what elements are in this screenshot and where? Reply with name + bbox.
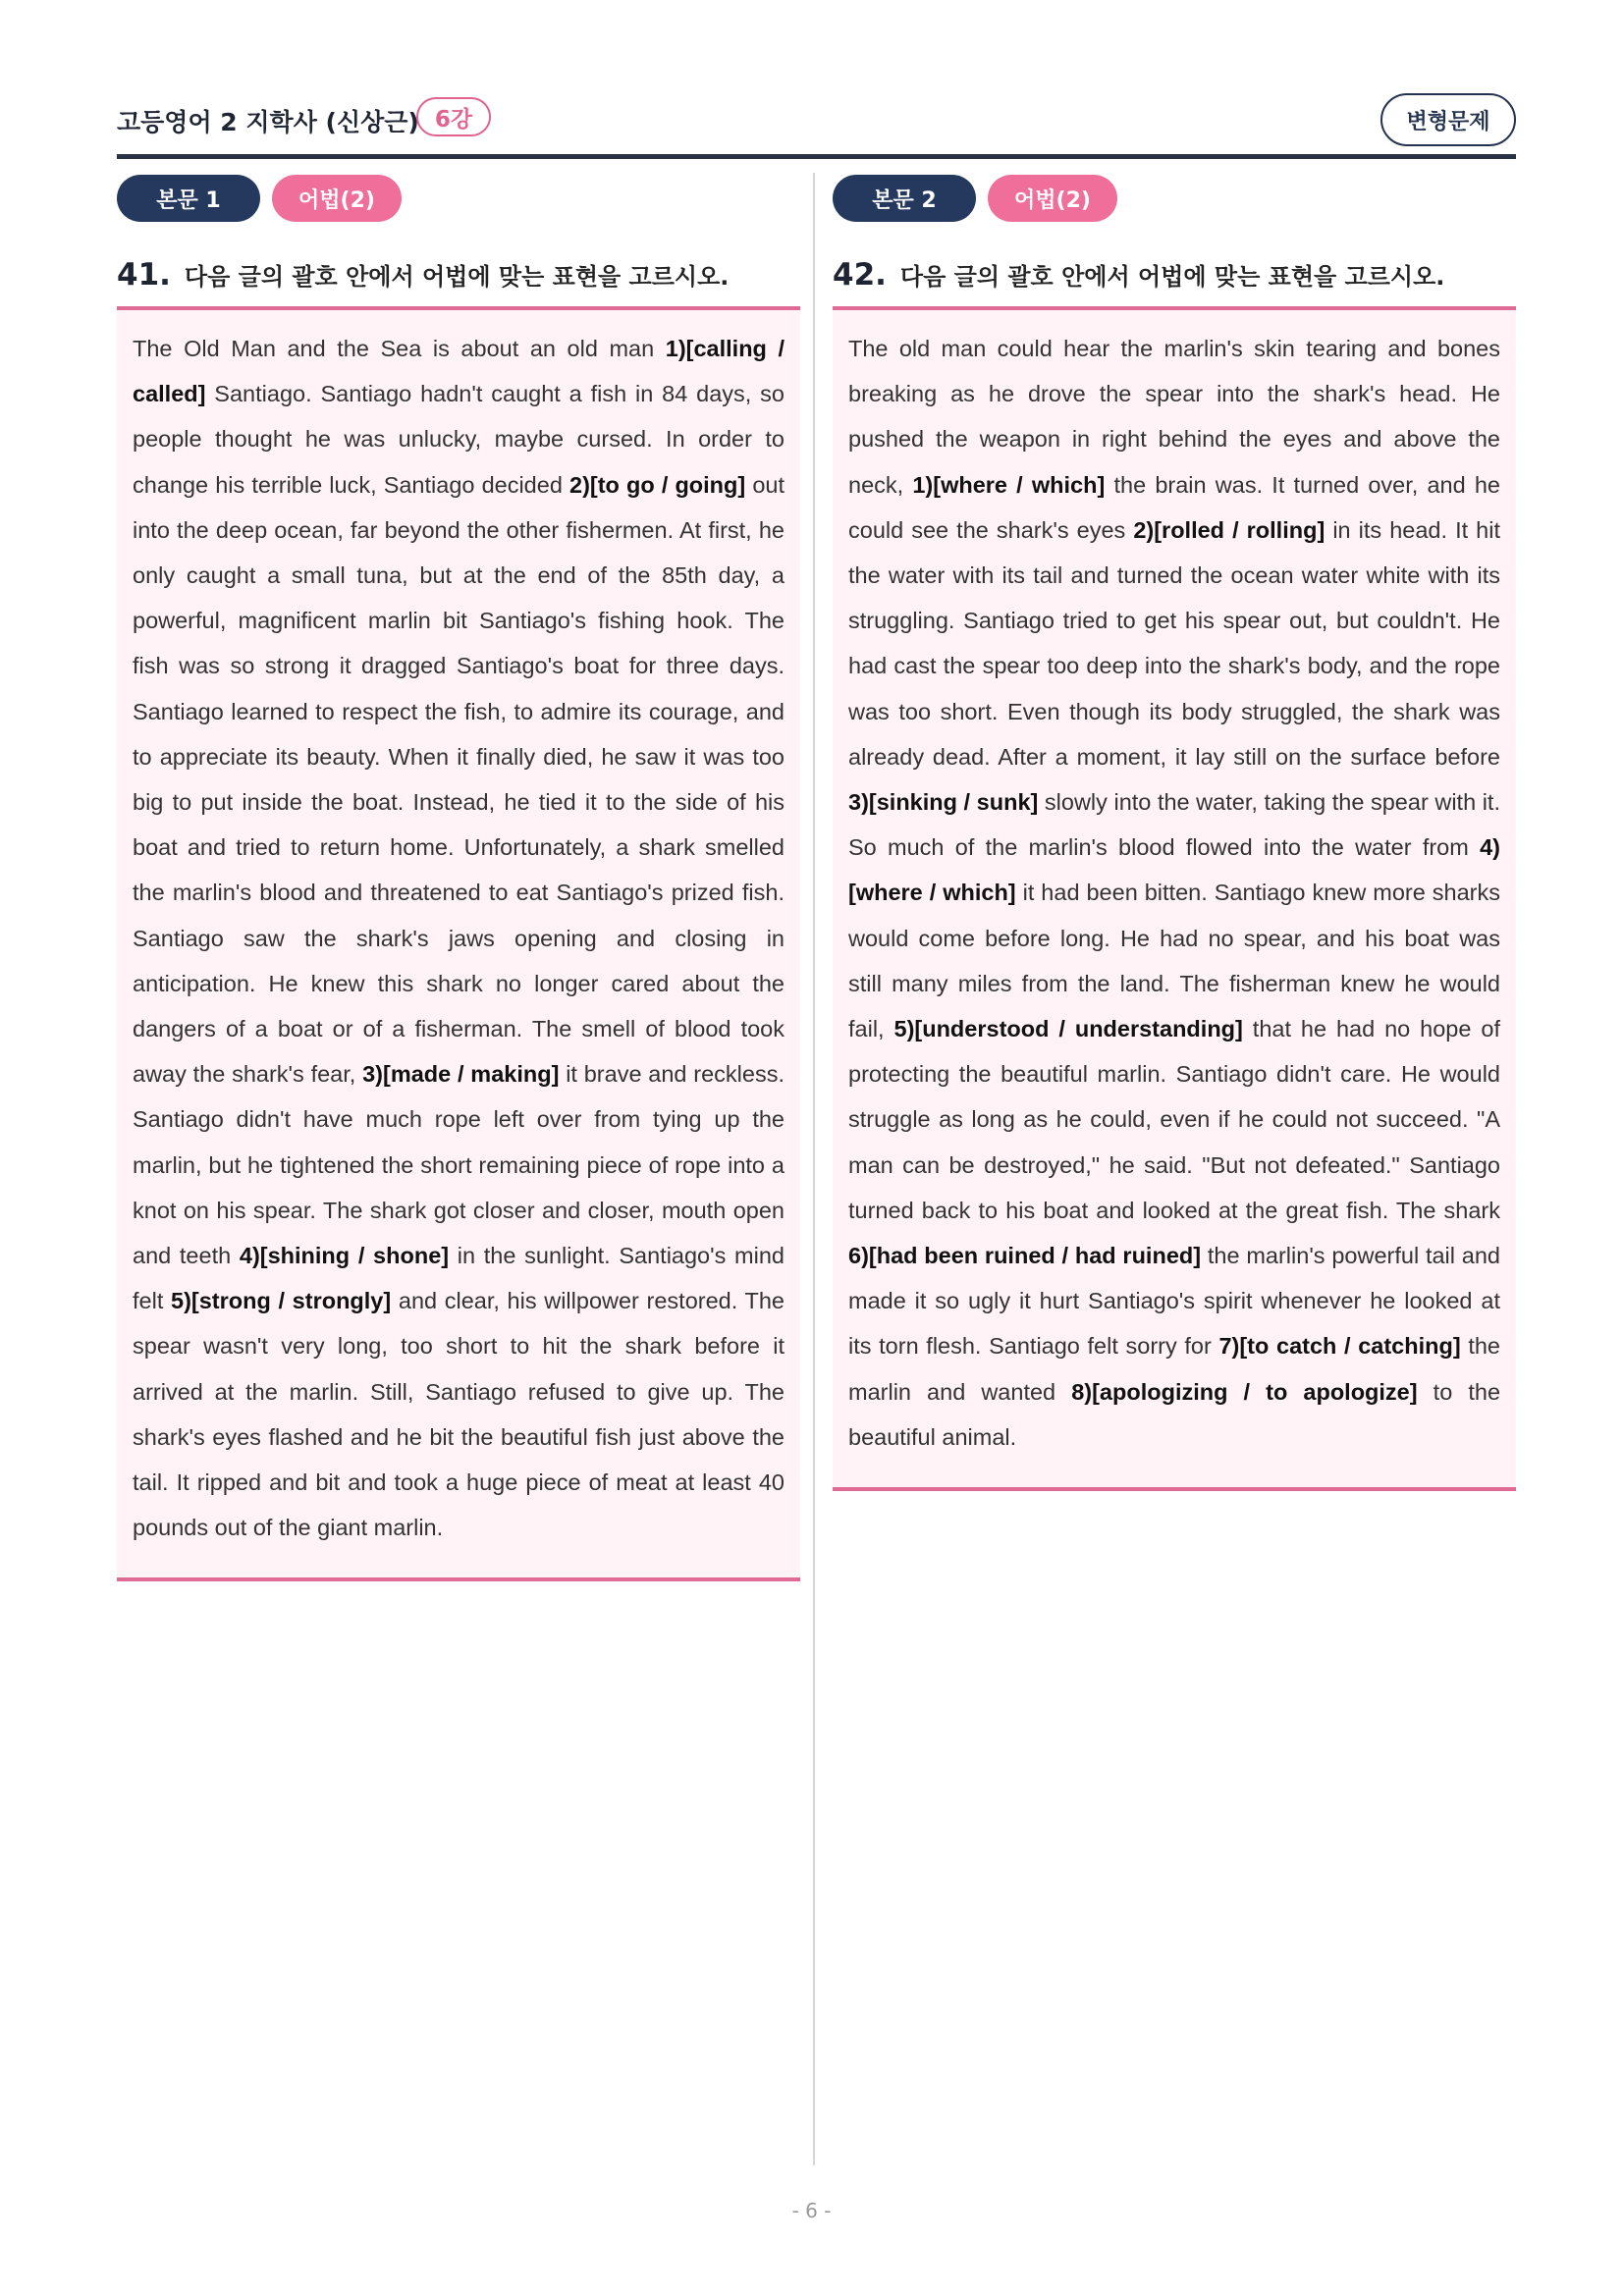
passage-segment: Santiago. Santiago hadn't caught a fish in 84 days, so people thought he was unlucky, maybe cursed. In order to change his terrible luck, Santiago decided (133, 381, 784, 498)
column-divider (813, 173, 815, 2165)
passage-segment: in the sunlight. Santiago's mind felt (133, 1243, 784, 1314)
category-tag: 어법(2) (272, 175, 402, 222)
right-column (833, 175, 1516, 1491)
passage-text (833, 310, 1516, 1491)
question-number: 41. (117, 257, 171, 293)
passage-segment: the marlin and wanted (848, 1333, 1500, 1405)
answer-choice: 1)[where / which] (912, 471, 1106, 498)
answer-choice: 8)[apologizing / to apologize] (1071, 1378, 1418, 1405)
section-tags (833, 175, 1516, 222)
answer-choice: 6)[had been ruined / had ruined] (848, 1243, 1202, 1269)
passage-segment: and clear, his willpower restored. The spear wasn't very long, too short to hit the shark before it arrived at the marlin. Still, Santiago refused to give up. The shark's eyes flashed and he bit the beautiful fish just above the tail. It ripped and bit and took a huge piece of meat at least 40 pounds out of the giant marlin. (133, 1288, 784, 1541)
question-header (117, 257, 800, 310)
document-title: 고등영어 2 지학사 (신상근) (117, 108, 419, 136)
answer-choice: 2)[to go / going] (569, 471, 746, 498)
passage-segment: The Old Man and the Sea is about an old man (133, 336, 666, 361)
passage-segment: to the beautiful animal. (848, 1378, 1501, 1450)
passage-segment: the brain was. It turned over, and he could see the shark's eyes (848, 471, 1501, 543)
question-type-badge: 변형문제 (1380, 93, 1516, 146)
question-number: 42. (833, 257, 887, 293)
answer-choice: 7)[to catch / catching] (1218, 1333, 1461, 1360)
passage-segment: out into the deep ocean, far beyond the other fishermen. At first, he only caught a small tuna, but at the end of the 85th day, a powerful, magnificent marlin bit Santiago's fishing hook. The fish was so strong it dragged Santiago's boat for three days. Santiago learned to respect the fish, to admire its courage, and to appreciate its beauty. When it finally died, he saw it was too big to put inside the boat. Instead, he tied it to the side of his boat and tried to return home. Unfortunately, a shark smelled the marlin's blood and threatened to eat Santiago's prized fish. Santiago saw the shark's jaws opening and closing in anticipation. He knew this shark no longer cared about the dangers of a boat or of a fisherman. The smell of blood took away the shark's fear, (133, 471, 784, 1088)
left-column (117, 175, 800, 1581)
passage-segment: the marlin's powerful tail and made it so ugly it hurt Santiago's spirit whenever he looked at its torn flesh. Santiago felt sorry for (848, 1243, 1501, 1360)
answer-choice: 5)[strong / strongly] (171, 1288, 392, 1314)
lesson-badge: 6강 (416, 97, 491, 136)
passage-segment: in its head. It hit the water with its tail and turned the ocean water white with its struggling. Santiago tried to get his spear out, but couldn't. He had cast the spear too deep into the shark's body, and the rope was too short. Even though its body struggled, the shark was already dead. After a moment, it lay still on the surface before (848, 516, 1500, 770)
passage-segment: it brave and reckless. Santiago didn't have much rope left over from tying up the marlin, but he tightened the short remaining piece of rope into a knot on his spear. The shark got closer and closer, mouth open and teeth (133, 1061, 784, 1269)
passage-segment: it had been bitten. Santiago knew more sharks would come before long. He had no spear, and his boat was still many miles from the land. The fisherman knew he would fail, (848, 880, 1500, 1042)
passage-tag: 본문 1 (117, 175, 260, 222)
question-instruction: 다음 글의 괄호 안에서 어법에 맞는 표현을 고르시오. (899, 263, 1445, 291)
answer-choice: 3)[sinking / sunk] (848, 789, 1039, 816)
passage-text (117, 310, 800, 1581)
answer-choice: 5)[understood / understanding] (893, 1016, 1243, 1042)
answer-choice: 2)[rolled / rolling] (1133, 516, 1325, 543)
passage-tag: 본문 2 (833, 175, 976, 222)
answer-choice: 3)[made / making] (362, 1061, 560, 1088)
passage-segment: slowly into the water, taking the spear with it. So much of the marlin's blood flowed into the water from (848, 789, 1500, 861)
page-number: - 6 - (791, 2199, 832, 2222)
answer-choice: 1)[calling / called] (133, 336, 785, 407)
question-instruction: 다음 글의 괄호 안에서 어법에 맞는 표현을 고르시오. (184, 263, 730, 291)
page-header (117, 93, 1516, 159)
question-header (833, 257, 1516, 310)
section-tags (117, 175, 800, 222)
passage-segment: The old man could hear the marlin's skin tearing and bones breaking as he drove the spear into the shark's head. He pushed the weapon in right behind the eyes and above the neck, (848, 336, 1500, 498)
answer-choice: 4)[shining / shone] (239, 1243, 450, 1269)
category-tag: 어법(2) (988, 175, 1117, 222)
answer-choice: 4)[where / which] (848, 834, 1500, 906)
passage-segment: that he had no hope of protecting the beautiful marlin. Santiago didn't care. He would struggle as long as he could, even if he could not succeed. "A man can be destroyed," he said. "But not defeated." Santiago turned back to his boat and looked at the great fish. The shark (848, 1016, 1500, 1223)
